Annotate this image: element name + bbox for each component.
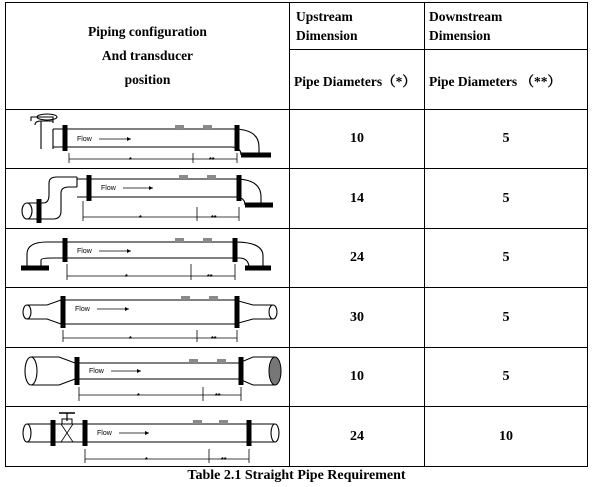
downstream-value: 5 bbox=[425, 169, 588, 229]
upstream-mark: * bbox=[144, 456, 148, 464]
piping-diagram-elbow bbox=[6, 110, 290, 169]
transducer-icon bbox=[175, 238, 184, 242]
upstream-value: 24 bbox=[290, 407, 425, 467]
upstream-mark: * bbox=[136, 393, 140, 400]
downstream-value: 5 bbox=[425, 229, 588, 288]
piping-diagram-reducer bbox=[6, 288, 290, 348]
header-config-line-3: position bbox=[124, 72, 171, 87]
header-downstream-line-2: Dimension bbox=[429, 28, 491, 43]
table-row bbox=[6, 288, 588, 348]
upstream-value: 10 bbox=[290, 348, 425, 407]
downstream-mark: ** bbox=[210, 335, 216, 343]
piping-diagram-u-bend bbox=[6, 229, 290, 288]
downstream-mark: ** bbox=[220, 456, 226, 464]
transducer-icon bbox=[209, 296, 218, 300]
transducer-icon bbox=[217, 359, 226, 363]
header-downstream-dimension bbox=[425, 3, 588, 50]
downstream-mark: ** bbox=[210, 214, 216, 222]
upstream-value: 30 bbox=[290, 288, 425, 348]
table-row bbox=[6, 110, 588, 169]
transducer-icon bbox=[181, 296, 190, 300]
flow-label: Flow bbox=[74, 305, 90, 313]
table-caption: Table 2.1 Straight Pipe Requirement bbox=[187, 468, 406, 483]
transducer-icon bbox=[193, 420, 202, 424]
downstream-mark: ** bbox=[206, 274, 212, 281]
downstream-mark: ** bbox=[214, 393, 220, 400]
table-row bbox=[6, 169, 588, 229]
upstream-value: 14 bbox=[290, 169, 425, 229]
header-downstream-line-1: Downstream bbox=[429, 9, 503, 24]
flow-label: Flow bbox=[76, 136, 92, 143]
transducer-icon bbox=[203, 125, 212, 129]
transducer-icon bbox=[189, 359, 198, 363]
flow-label: Flow bbox=[88, 368, 104, 375]
pipe-diagram-1 bbox=[13, 111, 283, 167]
table-row bbox=[6, 407, 588, 467]
header-upstream-dimension bbox=[290, 3, 425, 50]
transducer-icon bbox=[207, 175, 216, 179]
pipe-diagram-4 bbox=[13, 290, 283, 346]
table-row bbox=[6, 229, 588, 288]
downstream-value: 10 bbox=[425, 407, 588, 467]
flow-label: Flow bbox=[96, 429, 112, 437]
pipe-diagram-5 bbox=[13, 349, 283, 405]
header-config-line-1: Piping configuration bbox=[88, 24, 207, 39]
piping-diagram-double-elbow bbox=[6, 169, 290, 229]
downstream-value: 5 bbox=[425, 110, 588, 169]
header-downstream-pipe-diameters: Pipe Diameters （**） bbox=[425, 50, 588, 110]
transducer-icon bbox=[179, 175, 188, 179]
upstream-mark: * bbox=[138, 214, 142, 222]
pipe-diagram-3 bbox=[13, 230, 283, 286]
transducer-icon bbox=[175, 125, 184, 129]
upstream-mark: * bbox=[128, 157, 132, 164]
table-row bbox=[6, 348, 588, 407]
header-upstream-pipe-diameters: Pipe Diameters（*） bbox=[290, 50, 425, 110]
pipe-diagram-2 bbox=[13, 171, 283, 227]
upstream-mark: * bbox=[124, 274, 128, 281]
header-upstream-line-2: Dimension bbox=[296, 28, 358, 43]
downstream-value: 5 bbox=[425, 288, 588, 348]
upstream-value: 24 bbox=[290, 229, 425, 288]
flow-label: Flow bbox=[76, 248, 92, 255]
header-config-line-2: And transducer bbox=[101, 48, 194, 63]
header-upstream-line-1: Upstream bbox=[296, 9, 353, 24]
valve-icon bbox=[59, 413, 75, 442]
header-piping-configuration bbox=[6, 3, 290, 110]
piping-diagram-expander bbox=[6, 348, 290, 407]
downstream-value: 5 bbox=[425, 348, 588, 407]
pipe-diagram-6 bbox=[13, 409, 283, 465]
piping-diagram-valve bbox=[6, 407, 290, 467]
upstream-value: 10 bbox=[290, 110, 425, 169]
downstream-mark: ** bbox=[208, 157, 214, 164]
transducer-icon bbox=[203, 238, 212, 242]
straight-pipe-table bbox=[5, 2, 588, 467]
flow-label: Flow bbox=[100, 184, 116, 192]
upstream-mark: * bbox=[128, 335, 132, 343]
transducer-icon bbox=[219, 420, 228, 424]
